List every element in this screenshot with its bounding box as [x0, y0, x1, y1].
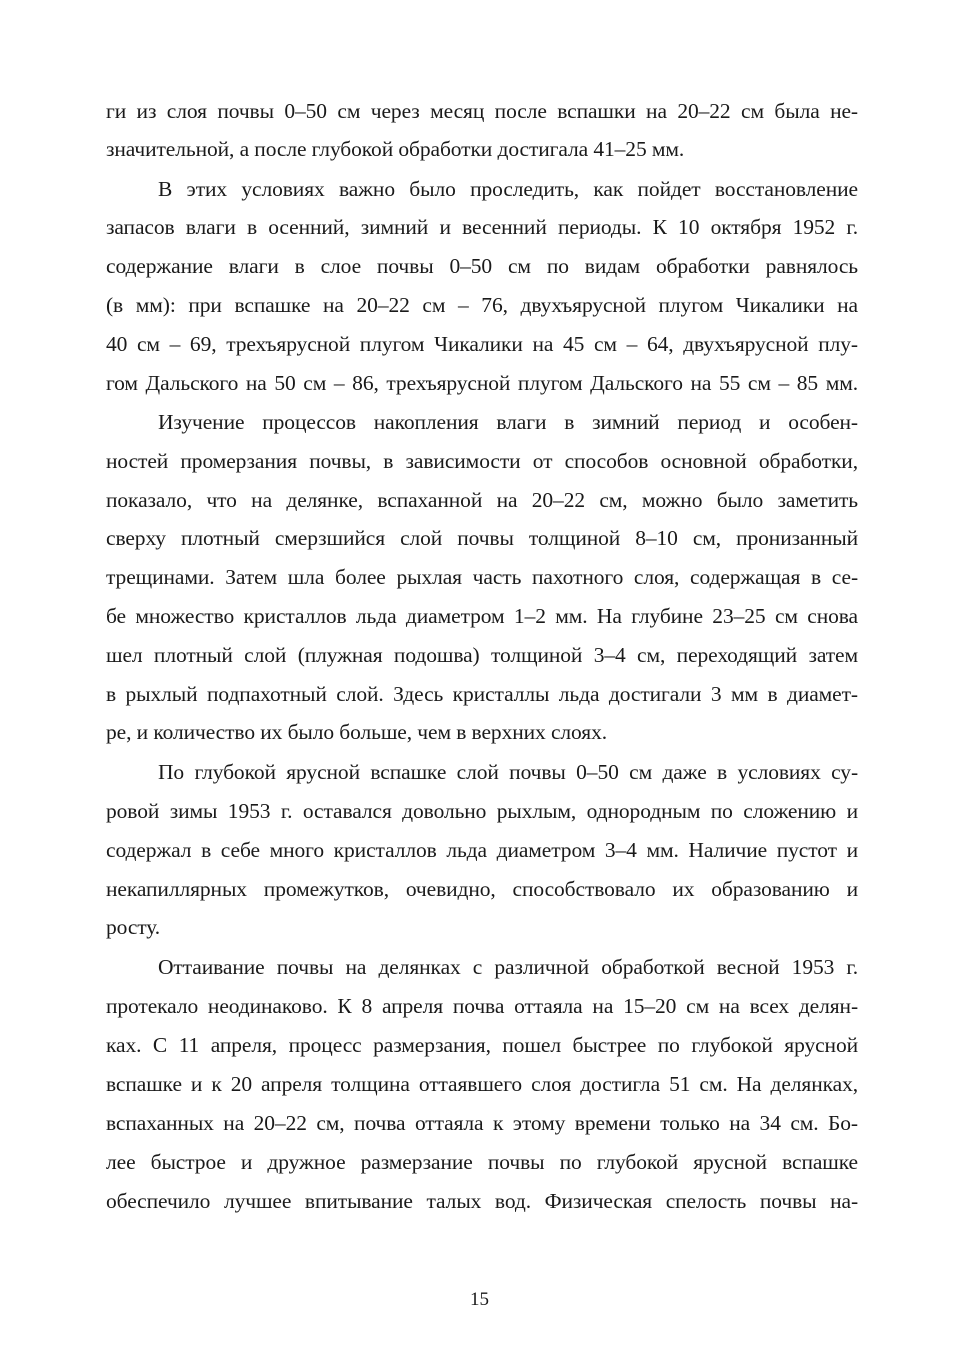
paragraph-4-line-4: некапиллярных промежутков, очевидно, способствовало их образованию и [106, 877, 858, 901]
paragraph-2-line-3: содержание влаги в слое почвы 0–50 см по видам обработки равнялось [106, 254, 858, 278]
paragraph-5-line-3: ках. С 11 апреля, процесс размерзания, пошел быстрее по глубокой ярусной [106, 1033, 858, 1057]
page-number: 15 [470, 1289, 489, 1310]
paragraph-2-line-4: (в мм): при вспашке на 20–22 см – 76, двухъярусной плугом Чикалики на [106, 293, 858, 317]
paragraph-3-line-4: сверху плотный смерзшийся слой почвы толщиной 8–10 см, пронизанный [106, 526, 858, 550]
paragraph-2-line-1: В этих условиях важно было проследить, как пойдет восстановление [158, 177, 858, 201]
paragraph-5-line-2: протекало неодинаково. К 8 апреля почва оттаяла на 15–20 см на всех делян- [106, 994, 858, 1018]
paragraph-5-line-4: вспашке и к 20 апреля толщина оттаявшего слоя достигла 51 см. На делянках, [106, 1072, 858, 1096]
paragraph-3-line-1: Изучение процессов накопления влаги в зимний период и особен- [158, 410, 858, 434]
paragraph-3-line-8: в рыхлый подпахотный слой. Здесь кристаллы льда достигали 3 мм в диамет- [106, 682, 858, 706]
paragraph-3-line-3: показало, что на делянке, вспаханной на 20–22 см, можно было заметить [106, 488, 858, 512]
paragraph-5-line-6: лее быстрое и дружное размерзание почвы по глубокой ярусной вспашке [106, 1150, 858, 1174]
paragraph-1-line-1: ги из слоя почвы 0–50 см через месяц после вспашки на 20–22 см была не- [106, 99, 858, 123]
paragraph-4-line-3: содержал в себе много кристаллов льда диаметром 3–4 мм. Наличие пустот и [106, 838, 858, 862]
paragraph-2-line-6: гом Дальского на 50 см – 86, трехъярусной плугом Дальского на 55 см – 85 мм. [106, 371, 858, 395]
paragraph-4-line-1: По глубокой ярусной вспашке слой почвы 0–50 см даже в условиях су- [158, 760, 858, 784]
paragraph-5-line-5: вспаханных на 20–22 см, почва оттаяла к этому времени только на 34 см. Бо- [106, 1111, 858, 1135]
paragraph-1-line-2: значительной, а после глубокой обработки достигала 41–25 мм. [106, 137, 685, 161]
paragraph-5-line-7: обеспечило лучшее впитывание талых вод. Физическая спелость почвы на- [106, 1189, 858, 1213]
paragraph-5-line-1: Оттаивание почвы на делянках с различной обработкой весной 1953 г. [158, 955, 858, 979]
paragraph-3-line-5: трещинами. Затем шла более рыхлая часть пахотного слоя, содержащая в се- [106, 565, 858, 589]
paragraph-2-line-5: 40 см – 69, трехъярусной плугом Чикалики на 45 см – 64, двухъярусной плу- [106, 332, 858, 356]
paragraph-3-line-7: шел плотный слой (плужная подошва) толщиной 3–4 см, переходящий затем [106, 643, 858, 667]
paragraph-4-line-5: росту. [106, 915, 161, 939]
paragraph-3-line-9: ре, и количество их было больше, чем в верхних слоях. [106, 720, 607, 744]
paragraph-3-line-2: ностей промерзания почвы, в зависимости от способов основной обработки, [106, 449, 858, 473]
paragraph-3-line-6: бе множество кристаллов льда диаметром 1–2 мм. На глубине 23–25 см снова [106, 604, 858, 628]
paragraph-2-line-2: запасов влаги в осенний, зимний и весенний периоды. К 10 октября 1952 г. [106, 215, 858, 239]
paragraph-4-line-2: ровой зимы 1953 г. оставался довольно рыхлым, однородным по сложению и [106, 799, 858, 823]
